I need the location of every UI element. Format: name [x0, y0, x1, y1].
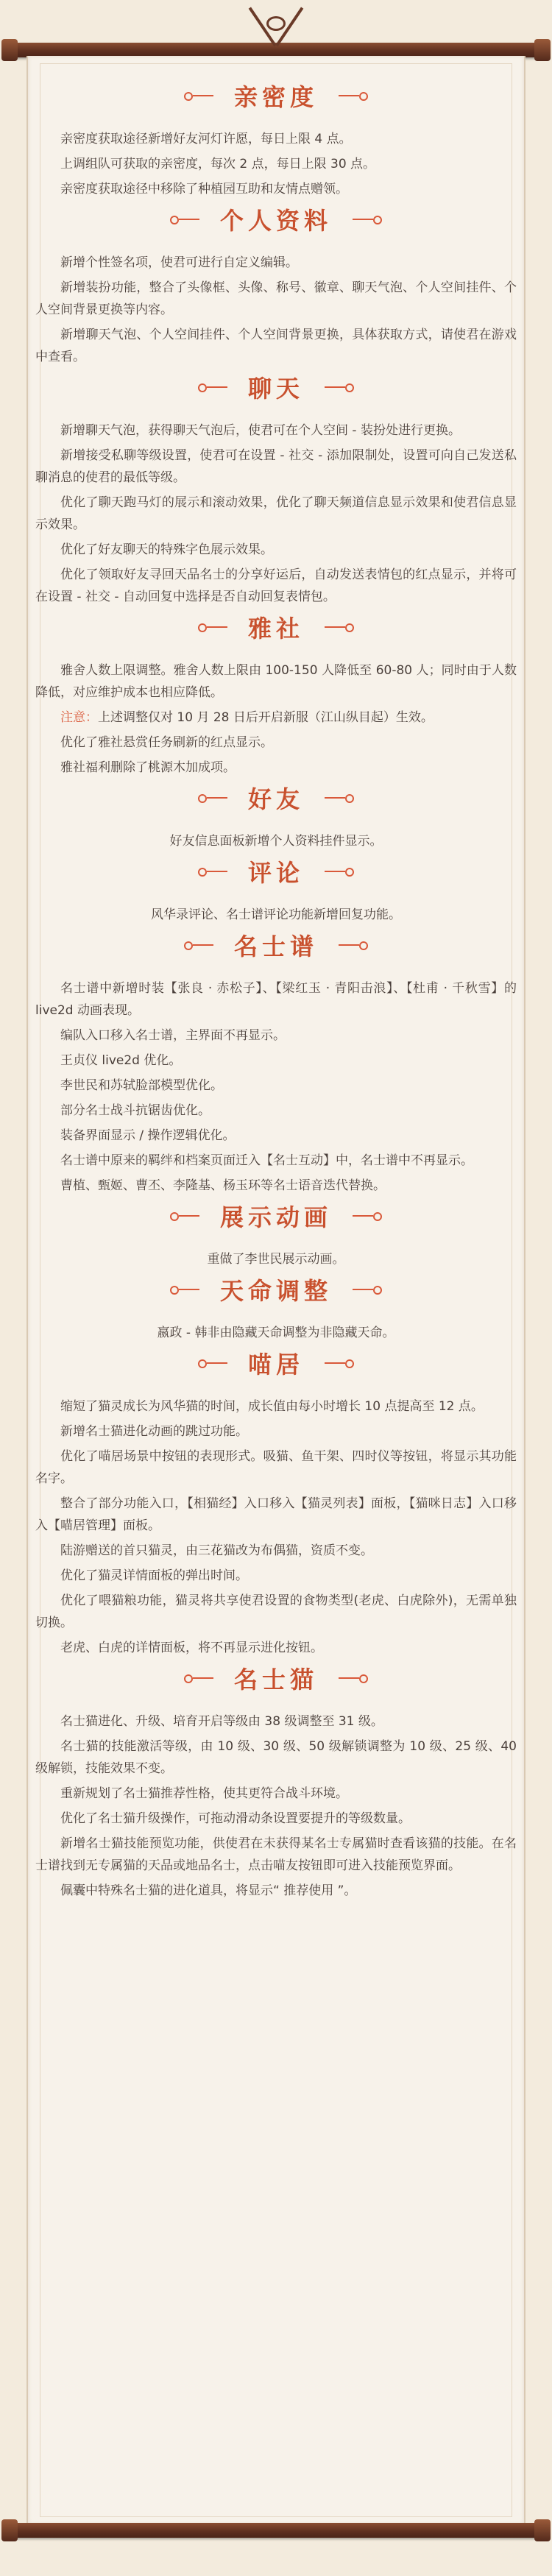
body-text: 名士猫的技能激活等级，由 10 级、30 级、50 级解锁调整为 10 级、25 级、40 级解锁，技能效果不变。	[35, 1739, 517, 1776]
hanging-knob	[266, 16, 286, 31]
body-text: 新增个性签名项，使君可进行自定义编辑。	[60, 255, 298, 270]
body-text: 上调组队可获取的亲密度，每次 2 点，每日上限 30 点。	[60, 157, 376, 171]
section-heading: 名士猫	[233, 1666, 318, 1694]
title-ornament-left	[198, 790, 227, 805]
title-ornament-right	[353, 212, 382, 227]
title-ornament-right	[339, 938, 368, 952]
title-ornament-right	[339, 88, 368, 103]
body-text: 编队入口移入名士谱，主界面不再显示。	[60, 1028, 286, 1043]
rod-end-cap	[534, 39, 551, 61]
rod-end-cap	[1, 2519, 18, 2541]
body-text: 优化了名士猫升级操作，可拖动滑动条设置要提升的等级数量。	[60, 1811, 411, 1826]
body-text: 陆游赠送的首只猫灵，由三花猫改为布偶猫，资质不变。	[60, 1543, 373, 1558]
title-ornament-left	[184, 88, 213, 103]
body-text: 缩短了猫灵成长为风华猫的时间，成长值由每小时增长 10 点提高至 12 点。	[60, 1399, 484, 1414]
body-text: 佩囊中特殊名士猫的进化道具，将显示“ 推荐使用 ”。	[60, 1883, 357, 1898]
section-heading: 雅社	[247, 615, 304, 643]
scroll-bottom-rod	[4, 2523, 548, 2538]
body-text: 优化了雅社悬赏任务刷新的红点显示。	[60, 735, 273, 750]
title-ornament-right	[339, 1671, 368, 1685]
section	[35, 1662, 517, 1902]
section-heading: 天命调整	[219, 1277, 332, 1305]
section-heading: 名士谱	[233, 933, 318, 960]
section	[35, 929, 517, 1197]
body-text: 雅社福利删除了桃源木加成项。	[60, 760, 236, 775]
section	[35, 855, 517, 926]
section-title	[35, 611, 517, 643]
body-text: 装备界面显示 / 操作逻辑优化。	[60, 1128, 236, 1143]
body-text: 亲密度获取途径新增好友河灯许愿，每日上限 4 点。	[60, 132, 352, 146]
body-text: 亲密度获取途径中移除了种植园互助和友情点赠领。	[60, 182, 348, 197]
body-text: 雅舍人数上限调整。雅舍人数上限由 100-150 人降低至 60-80 人；同时由于人数降低，对应维护成本也相应降低。	[35, 663, 517, 700]
title-ornament-left	[170, 212, 199, 227]
title-ornament-left	[170, 1209, 199, 1223]
body-text: 新增装扮功能，整合了头像框、头像、称号、徽章、聊天气泡、个人空间挂件、个人空间背景更换等内容。	[35, 280, 517, 317]
body-text: 重做了李世民展示动画。	[207, 1252, 345, 1267]
rod-end-cap	[534, 2519, 551, 2541]
section	[35, 611, 517, 779]
rod-end-cap	[1, 39, 18, 61]
body-text: 李世民和苏轼脸部模型优化。	[60, 1078, 223, 1093]
title-ornament-right	[325, 790, 354, 805]
title-ornament-left	[198, 380, 227, 394]
body-text: 王贞仪 live2d 优化。	[60, 1053, 182, 1068]
body-text: 名士谱中新增时装【张良 · 赤松子】、【梁红玉 · 青阳击浪】、【杜甫 · 千秋雪】的 live2d 动画表现。	[35, 981, 517, 1018]
section-title	[35, 79, 517, 112]
section-title	[35, 782, 517, 814]
body-text: 新增接受私聊等级设置，使君可在设置 - 社交 - 添加限制处，设置可向自己发送私聊消息的使君的最低等级。	[35, 448, 517, 485]
patch-notes	[35, 79, 517, 1905]
title-ornament-left	[198, 620, 227, 634]
section-title	[35, 929, 517, 961]
section-heading: 评论	[247, 859, 304, 887]
body-text: 优化了喂猫粮功能，猫灵将共享使君设置的食物类型(老虎、白虎除外)，无需单独切换。	[35, 1593, 517, 1630]
body-text: 老虎、白虎的详情面板，将不再显示进化按钮。	[60, 1641, 323, 1655]
section-heading: 好友	[247, 785, 304, 813]
body-text: 优化了猫灵详情面板的弹出时间。	[60, 1568, 248, 1583]
body-text: 优化了喵居场景中按钮的表现形式。吸猫、鱼干架、四时仪等按钮，将显示其功能名字。	[35, 1449, 517, 1486]
section-title	[35, 1662, 517, 1694]
section-heading: 亲密度	[233, 83, 318, 111]
title-ornament-right	[353, 1282, 382, 1297]
title-ornament-left	[184, 938, 213, 952]
body-text: 曹植、甄姬、曹丕、李隆基、杨玉环等名士语音迭代替换。	[60, 1178, 386, 1193]
section	[35, 371, 517, 608]
title-ornament-right	[325, 864, 354, 879]
section	[35, 782, 517, 852]
body-text: 新增聊天气泡、个人空间挂件、个人空间背景更换，具体获取方式，请使君在游戏中查看。	[35, 328, 517, 364]
section	[35, 1347, 517, 1659]
body-text: 名士谱中原来的羁绊和档案页面迁入【名士互动】中，名士谱中不再显示。	[60, 1153, 473, 1168]
body-text: 重新规划了名士猫推荐性格，使其更符合战斗环境。	[60, 1786, 348, 1801]
section-title	[35, 1347, 517, 1379]
title-ornament-left	[184, 1671, 213, 1685]
section-heading: 展示动画	[219, 1203, 332, 1231]
body-text: 优化了好友聊天的特殊字色展示效果。	[60, 542, 273, 557]
note-text	[35, 707, 517, 729]
body-text: 部分名士战斗抗锯齿优化。	[60, 1103, 210, 1118]
title-ornament-right	[353, 1209, 382, 1223]
section	[35, 1273, 517, 1344]
title-ornament-right	[325, 380, 354, 394]
title-ornament-right	[325, 1356, 354, 1370]
section-title	[35, 855, 517, 888]
body-text: 整合了部分功能入口，【相猫经】入口移入【猫灵列表】面板，【猫咪日志】入口移入【喵居管理】面板。	[35, 1496, 517, 1533]
section	[35, 203, 517, 368]
body-text: 嬴政 - 韩非由隐藏天命调整为非隐藏天命。	[157, 1326, 395, 1340]
body-text: 风华录评论、名士谱评论功能新增回复功能。	[151, 907, 401, 922]
note-body: 上述调整仅对 10 月 28 日后开启新服（江山纵目起）生效。	[98, 710, 434, 725]
body-text: 新增聊天气泡，获得聊天气泡后，使君可在个人空间 - 装扮处进行更换。	[60, 423, 461, 438]
body-text: 优化了聊天跑马灯的展示和滚动效果，优化了聊天频道信息显示效果和使君信息显示效果。	[35, 495, 517, 532]
section-title	[35, 203, 517, 236]
section-heading: 喵居	[247, 1351, 304, 1379]
note-label: 注意：	[60, 710, 98, 725]
title-ornament-left	[198, 1356, 227, 1370]
section-heading: 聊天	[247, 375, 304, 403]
section-title	[35, 371, 517, 403]
body-text: 新增名士猫技能预览功能，供使君在未获得某名士专属猫时查看该猫的技能。在名士谱找到无专属猫的天品或地品名士，点击喵友按钮即可进入技能预览界面。	[35, 1836, 517, 1873]
section-title	[35, 1273, 517, 1306]
section	[35, 79, 517, 200]
title-ornament-left	[198, 864, 227, 879]
body-text: 好友信息面板新增个人资料挂件显示。	[169, 834, 383, 849]
body-text: 优化了领取好友寻回天品名士的分享好运后，自动发送表情包的红点显示，并将可在设置 - 社交 - 自动回复中选择是否自动回复表情包。	[35, 567, 517, 604]
section	[35, 1200, 517, 1270]
section-heading: 个人资料	[219, 207, 332, 235]
body-text: 名士猫进化、升级、培育开启等级由 38 级调整至 31 级。	[60, 1714, 383, 1729]
title-ornament-left	[170, 1282, 199, 1297]
title-ornament-right	[325, 620, 354, 634]
section-title	[35, 1200, 517, 1232]
body-text: 新增名士猫进化动画的跳过功能。	[60, 1424, 248, 1439]
